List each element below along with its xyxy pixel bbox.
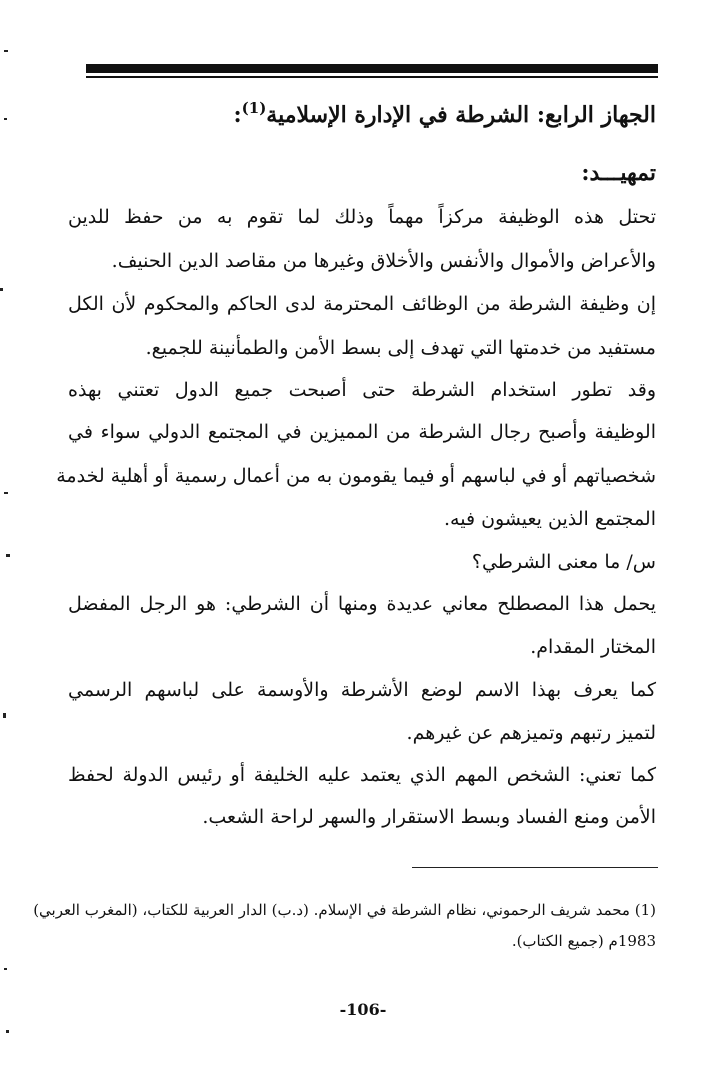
scan-mark <box>3 713 6 718</box>
heading-colon: : <box>233 102 242 128</box>
text-line-6: الوظيفة وأصبح رجال الشرطة من المميزين في المجتمع الدولي سواء في <box>68 421 656 443</box>
section-subheading: تمهيـــد: <box>581 160 656 186</box>
scan-mark <box>4 50 8 52</box>
scan-mark <box>6 554 10 557</box>
text-line-14: كما تعني: الشخص المهم الذي يعتمد عليه الخليفة أو رئيس الدولة لحفظ <box>68 764 656 786</box>
text-line-10: يحمل هذا المصطلح معاني عديدة ومنها أن الشرطي: هو الرجل المفضل <box>68 593 656 615</box>
question-line: س/ ما معنى الشرطي؟ <box>471 551 656 573</box>
scan-mark <box>4 492 8 494</box>
text-line-3: إن وظيفة الشرطة من الوظائف المحترمة لدى الحاكم والمحكوم لأن الكل <box>68 293 656 315</box>
footnote-line-2: 1983م (جميع الكتاب). <box>511 932 656 950</box>
text-line-12: كما يعرف بهذا الاسم لوضع الأشرطة والأوسمة على لباسهم الرسمي <box>68 679 656 701</box>
text-line-15: الأمن ومنع الفساد وبسط الاستقرار والسهر لراحة الشعب. <box>202 806 656 828</box>
text-line-2: والأعراض والأموال والأنفس والأخلاق وغيرها من مقاصد الدين الحنيف. <box>111 250 656 272</box>
header-rule-thin <box>86 76 658 78</box>
heading-footnote-ref[interactable]: (1) <box>241 99 267 117</box>
text-line-4: مستفيد من خدمتها التي تهدف إلى بسط الأمن والطمأنينة للجميع. <box>145 337 656 359</box>
text-line-5: وقد تطور استخدام الشرطة حتى أصبحت جميع الدول تعتني بهذه <box>68 379 656 401</box>
chapter-heading <box>76 98 656 132</box>
text-line-1: تحتل هذه الوظيفة مركزاً مهماً وذلك لما تقوم به من حفظ للدين <box>68 206 656 228</box>
scan-mark <box>6 1030 9 1033</box>
scan-mark <box>4 118 7 120</box>
text-line-13: لتميز رتبهم وتميزهم عن غيرهم. <box>406 722 656 744</box>
header-rule-thick <box>86 64 658 73</box>
scan-mark <box>4 968 7 970</box>
footnote-line-1: (1) محمد شريف الرحموني، نظام الشرطة في الإسلام. (د.ب) الدار العربية للكتاب، (المغرب العربي) <box>33 901 656 919</box>
scan-mark <box>0 288 3 291</box>
heading-title: الجهاز الرابع: الشرطة في الإدارة الإسلامية <box>266 102 656 128</box>
text-line-11: المختار المقدام. <box>530 636 656 658</box>
text-line-7: شخصياتهم أو في لباسهم أو فيما يقومون به من أعمال رسمية أو أهلية لخدمة <box>56 465 656 487</box>
footnote-separator <box>412 867 658 868</box>
page-number: -106- <box>339 1000 387 1019</box>
text-line-8: المجتمع الذين يعيشون فيه. <box>443 508 656 530</box>
